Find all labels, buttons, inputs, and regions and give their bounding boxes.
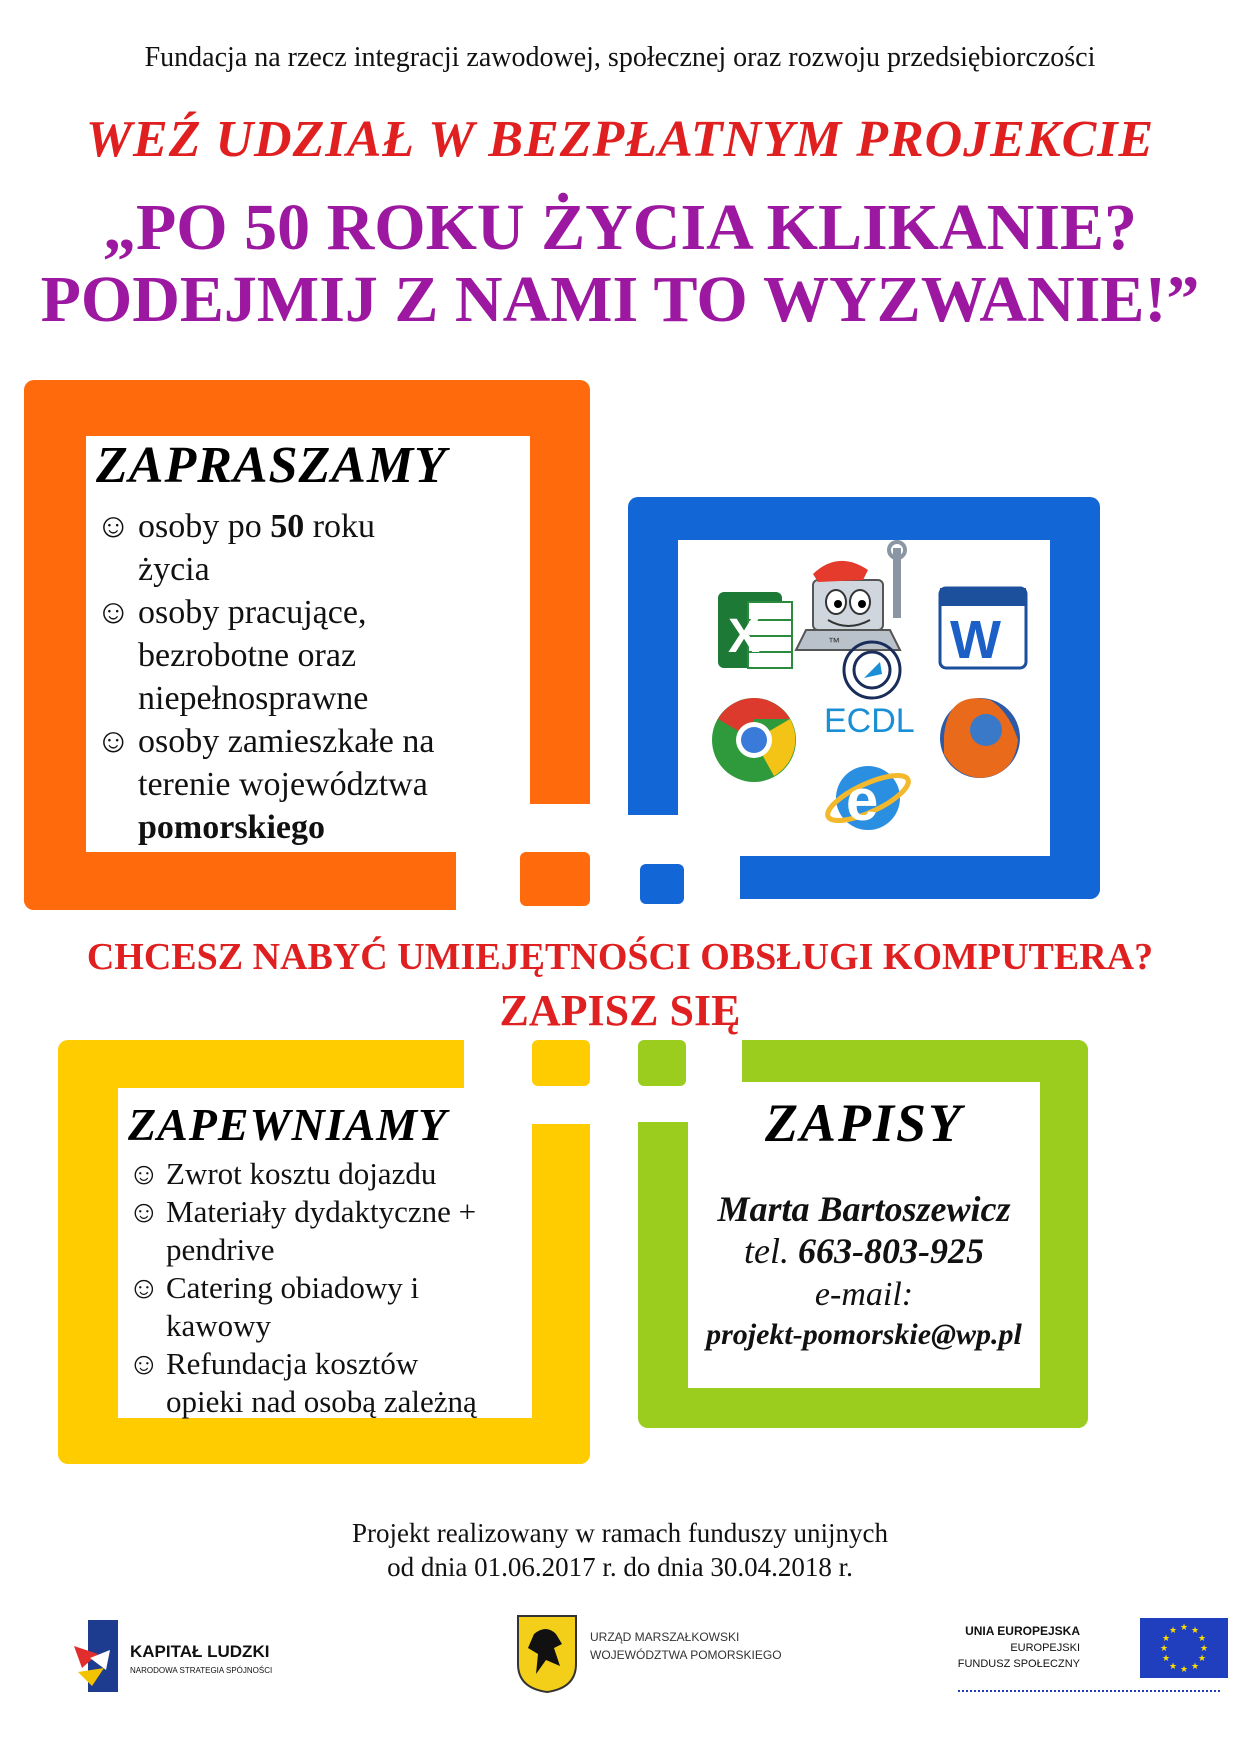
firefox-icon xyxy=(940,698,1020,778)
eu-line2: EUROPEJSKI xyxy=(1010,1642,1080,1654)
contact-phone xyxy=(688,1230,1040,1272)
item-bold: 50 xyxy=(270,508,305,545)
kapital-ludzki-emblem-icon xyxy=(74,1620,134,1692)
yellow-right-bar xyxy=(532,1126,590,1464)
blue-square xyxy=(640,864,684,904)
excel-icon xyxy=(718,592,792,668)
item-text: bezrobotne oraz xyxy=(138,637,357,674)
eu-logo xyxy=(948,1614,1220,1694)
list-item xyxy=(96,505,526,591)
list-item xyxy=(128,1269,528,1345)
frame-gap xyxy=(530,804,592,854)
item-text: Refundacja kosztów xyxy=(166,1346,419,1381)
foundation-name: Fundacja na rzecz integracji zawodowej, społecznej oraz rozwoju przedsiębiorczości xyxy=(144,42,1096,73)
trademark: ™ xyxy=(828,635,840,649)
svg-text:★: ★ xyxy=(1179,1665,1189,1675)
list-item xyxy=(128,1345,528,1421)
headline: WEŹ UDZIAŁ W BEZPŁATNYM PROJEKCIE xyxy=(85,111,1155,168)
email-link[interactable]: projekt-pomorskie@wp.pl xyxy=(706,1318,1022,1351)
item-text: Catering obiadowy i xyxy=(166,1270,420,1305)
smiley-icon: ☺ xyxy=(128,1270,160,1305)
item-bold: pomorskiego xyxy=(138,809,325,846)
svg-text:★: ★ xyxy=(1161,1634,1171,1644)
project-title-line1: „PO 50 ROKU ŻYCIA KLIKANIE? xyxy=(102,191,1138,264)
question: CHCESZ NABYĆ UMIEJĘTNOŚCI OBSŁUGI KOMPUTERA? xyxy=(86,936,1154,978)
ecdl-label: ECDL xyxy=(824,702,915,740)
footer-line2: od dnia 01.06.2017 r. do dnia 30.04.2018 r. xyxy=(387,1552,853,1582)
word-icon xyxy=(940,588,1026,670)
word-letter: W xyxy=(950,610,1001,670)
excel-letter: X xyxy=(728,610,761,663)
svg-text:★: ★ xyxy=(1197,1654,1207,1664)
list-item xyxy=(128,1193,528,1269)
orange-square xyxy=(520,852,590,906)
item-text: roku xyxy=(304,508,376,545)
svg-text:★: ★ xyxy=(1161,1654,1171,1664)
svg-text:★: ★ xyxy=(1159,1644,1169,1654)
kapital-ludzki-logo xyxy=(74,1620,314,1692)
list-item xyxy=(96,720,526,849)
item-text: pendrive xyxy=(166,1232,275,1267)
eu-line3: FUNDUSZ SPOŁECZNY xyxy=(957,1658,1080,1670)
item-text: Materiały dydaktyczne + xyxy=(166,1194,477,1229)
item-text: niepełnosprawne xyxy=(138,680,369,717)
phone-number[interactable]: 663-803-925 xyxy=(798,1231,984,1271)
email-label: e-mail: xyxy=(814,1276,914,1313)
smiley-icon: ☺ xyxy=(128,1346,160,1381)
item-text: osoby pracujące, xyxy=(138,594,367,631)
eu-dotted-line xyxy=(958,1690,1220,1692)
zapewniamy-heading: ZAPEWNIAMY xyxy=(128,1099,448,1150)
software-icons xyxy=(678,540,1050,856)
smiley-icon: ☺ xyxy=(96,723,131,760)
svg-text:★: ★ xyxy=(1168,1662,1178,1672)
item-text: życia xyxy=(138,551,210,588)
svg-text:★: ★ xyxy=(1199,1644,1209,1654)
smiley-icon: ☺ xyxy=(128,1156,160,1191)
ie-letter: e xyxy=(846,768,879,833)
chrome-icon xyxy=(712,698,796,782)
svg-text:★: ★ xyxy=(1179,1623,1189,1633)
um-line1: URZĄD MARSZAŁKOWSKI xyxy=(590,1630,740,1644)
item-text: osoby po xyxy=(138,508,271,545)
blue-bottom-bar xyxy=(740,856,1100,899)
laptop-mascot-icon xyxy=(796,542,905,650)
kl-subtitle: NARODOWA STRATEGIA SPÓJNOŚCI xyxy=(130,1666,273,1675)
smiley-icon: ☺ xyxy=(96,594,131,631)
item-text: Zwrot kosztu dojazdu xyxy=(166,1156,437,1191)
svg-text:★: ★ xyxy=(1190,1626,1200,1636)
zapraszamy-list xyxy=(96,505,526,849)
svg-text:★: ★ xyxy=(1197,1634,1207,1644)
smiley-icon: ☺ xyxy=(128,1194,160,1229)
svg-text:★: ★ xyxy=(1190,1662,1200,1672)
orange-bottom-bar xyxy=(24,852,456,910)
item-text: kawowy xyxy=(166,1308,272,1343)
yellow-square xyxy=(532,1040,590,1086)
urzad-marszalkowski-logo xyxy=(516,1614,796,1694)
phone-label: tel. xyxy=(744,1231,798,1271)
svg-text:★: ★ xyxy=(1168,1626,1178,1636)
signup-call: ZAPISZ SIĘ xyxy=(499,986,741,1035)
contact-name: Marta Bartoszewicz xyxy=(717,1189,1011,1229)
footer-line1: Projekt realizowany w ramach funduszy unijnych xyxy=(351,1518,889,1548)
griffin-crest-icon xyxy=(516,1614,578,1694)
zapewniamy-list xyxy=(128,1155,528,1421)
eu-flag-icon xyxy=(1140,1618,1228,1678)
list-item xyxy=(96,591,526,720)
project-title-line2: PODEJMIJ Z NAMI TO WYZWANIE!” xyxy=(40,263,1200,336)
smiley-icon: ☺ xyxy=(96,508,131,545)
um-line2: WOJEWÓDZTWA POMORSKIEGO xyxy=(590,1648,782,1662)
kl-title: KAPITAŁ LUDZKI xyxy=(130,1642,270,1661)
item-text: terenie województwa xyxy=(138,766,428,803)
item-text: osoby zamieszkałe na xyxy=(138,723,435,760)
list-item xyxy=(128,1155,528,1193)
zapisy-heading: ZAPISY xyxy=(764,1093,964,1153)
green-square xyxy=(638,1040,686,1086)
item-text: opieki nad osobą zależną xyxy=(166,1384,477,1419)
eu-line1: UNIA EUROPEJSKA xyxy=(965,1624,1080,1638)
green-top-bar xyxy=(742,1040,1088,1082)
zapraszamy-heading: ZAPRASZAMY xyxy=(96,437,447,494)
internet-explorer-icon xyxy=(822,766,914,833)
